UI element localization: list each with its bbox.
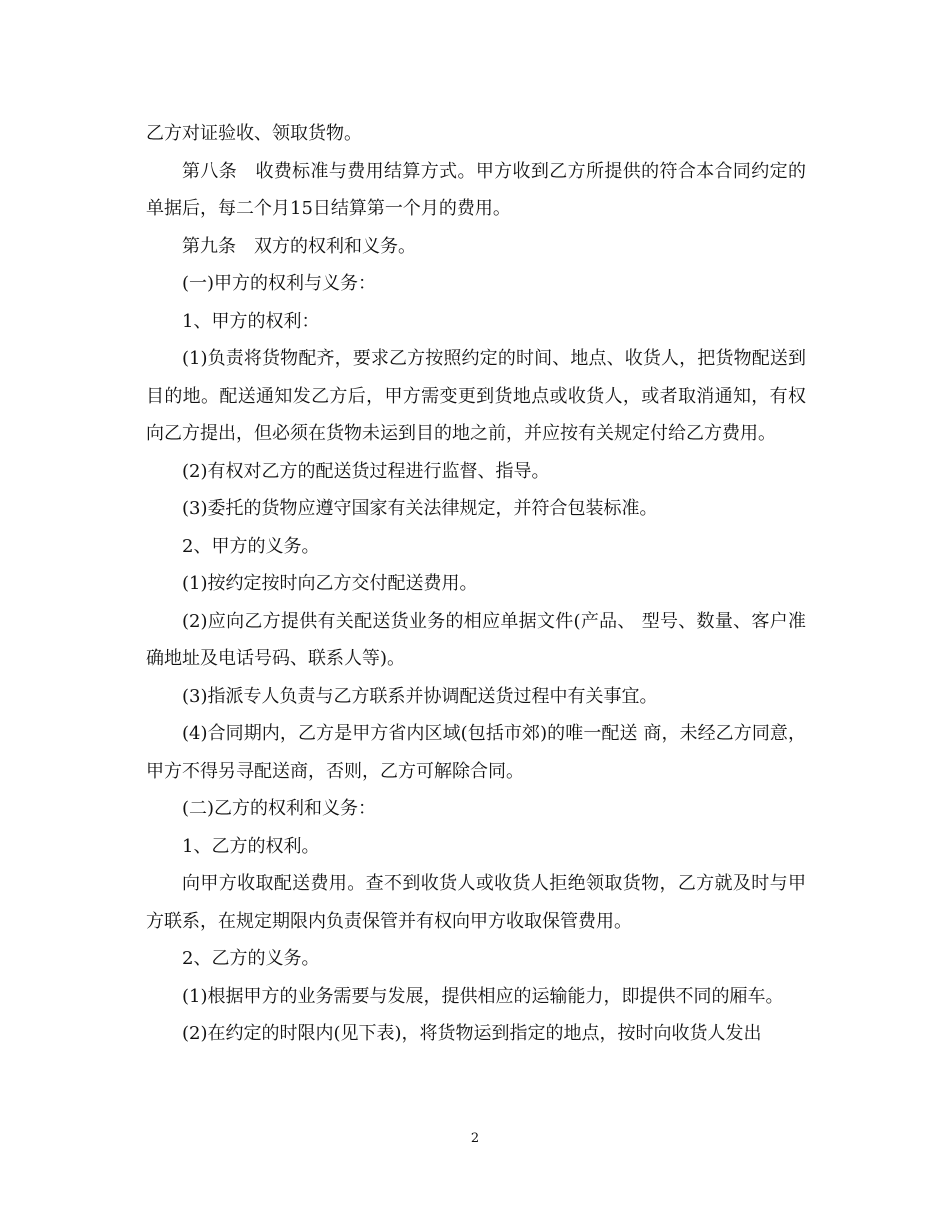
paragraph: (3)指派专人负责与乙方联系并协调配送货过程中有关事宜。 <box>182 685 658 707</box>
paragraph: 第九条 双方的权利和义务。 <box>182 235 416 257</box>
paragraph: (1)按约定按时向乙方交付配送费用。 <box>182 573 478 594</box>
paragraph: (2)有权对乙方的配送货过程进行监督、指导。 <box>182 460 550 482</box>
paragraph: (2)应向乙方提供有关配送货业务的相应单据文件(产品、 型号、数量、客户准确地址及电话号码、联系人等)。 <box>146 610 806 669</box>
paragraph: 向甲方收取配送费用。查不到收货人或收货人拒绝领取货物，乙方就及时与甲方联系，在规定期限内负责保管并有权向甲方收取保管费用。 <box>146 873 806 932</box>
paragraph: 1、乙方的权利。 <box>182 835 320 857</box>
paragraph: 乙方对证验收、领取货物。 <box>146 123 362 144</box>
paragraph: (2)在约定的时限内(见下表)，将货物运到指定的地点，按时向收货人发出 <box>182 1023 762 1044</box>
paragraph: (1)负责将货物配齐，要求乙方按照约定的时间、地点、收货人，把货物配送到目的地。配送通知发乙方后，甲方需变更到货地点或收货人，或者取消通知，有权向乙方提出，但必须在货物未运到目的地之前，并应按有关规定付给乙方费用。 <box>146 348 806 444</box>
page-number: 2 <box>470 1131 480 1146</box>
paragraph: (3)委托的货物应遵守国家有关法律规定，并符合包装标准。 <box>182 498 658 519</box>
paragraph: 1、甲方的权利： <box>182 310 320 332</box>
paragraph: (一)甲方的权利与义务： <box>182 273 377 294</box>
paragraph: 第八条 收费标准与费用结算方式。甲方收到乙方所提供的符合本合同约定的单据后，每二个月15日结算第一个月的费用。 <box>146 160 806 219</box>
paragraph: 2、乙方的义务。 <box>182 948 320 969</box>
paragraph: (4)合同期内，乙方是甲方省内区域(包括市郊)的唯一配送 商，未经乙方同意，甲方不得另寻配送商，否则，乙方可解除合同。 <box>146 723 806 782</box>
paragraph: (1)根据甲方的业务需要与发展，提供相应的运输能力，即提供不同的厢车。 <box>182 985 784 1007</box>
paragraph: 2、甲方的义务。 <box>182 535 320 557</box>
paragraph: (二)乙方的权利和义务： <box>182 798 377 819</box>
document-body <box>146 115 806 1053</box>
